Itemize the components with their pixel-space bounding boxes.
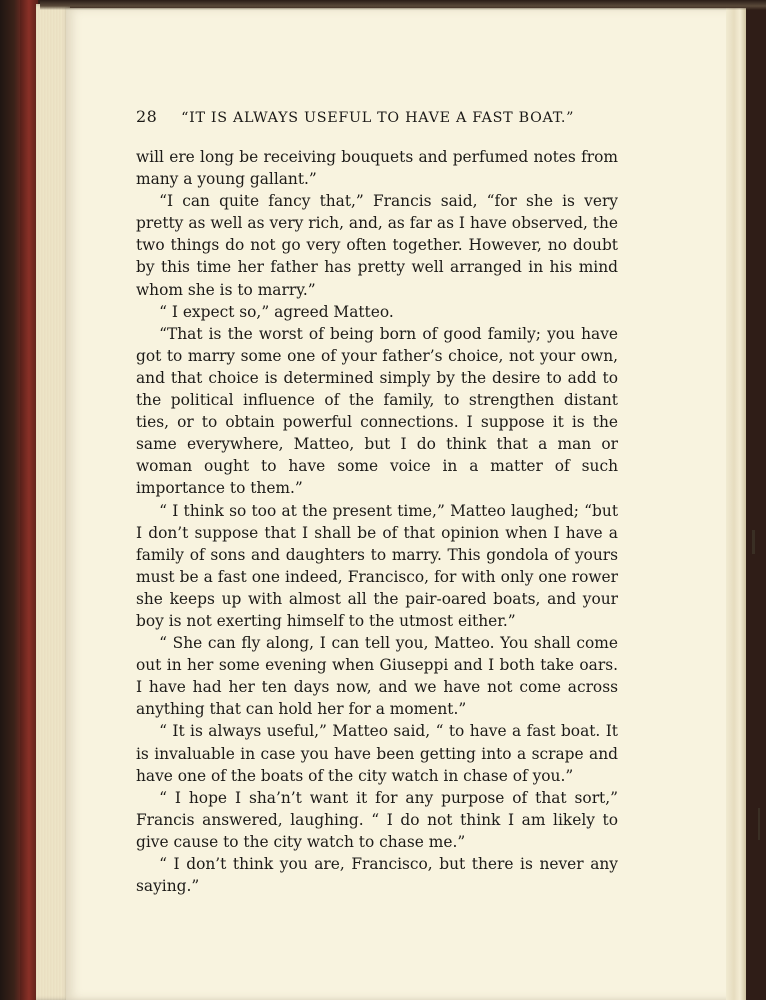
scan-top-shadow [40, 0, 766, 10]
page-right-edge [726, 8, 746, 1000]
paragraph: “ I expect so,” agreed Matteo. [159, 302, 394, 321]
paragraph: “ I don’t think you are, Francisco, but there is never any saying.” [136, 855, 618, 896]
paragraph: “ It is always useful,” Matteo said, “ to have a fast boat. It is invaluable in case you have been getting into a scrape and have one of the boats of the city watch in chase of you.” [136, 722, 618, 785]
page-stack-edge [36, 4, 70, 1000]
paragraph: “ I hope I sha’n’t want it for any purpose of that sort,” Francis answered, laughing. “ I do not think I am likely to give cause to the city watch to chase me.” [136, 788, 618, 851]
paragraph: “ I think so too at the present time,” Matteo laughed; “but I don’t suppose that I shall be of that opinion when I have a family of sons and daughters to marry. This gondola of yours must be a fast one indeed, Francisco, for with only one rower she keeps up with almost all the pair-oared boats, and your boy is not exerting himself to the utmost either.” [136, 501, 618, 630]
margin-mark [752, 530, 755, 554]
paragraph: will ere long be receiving bouquets and perfumed notes from many a young gallant.” [136, 148, 618, 189]
running-head [136, 107, 656, 126]
body-text [136, 146, 618, 897]
paragraph: “That is the worst of being born of good family; you have got to marry some one of your father’s choice, not your own, and that choice is determined simply by the desire to add to the political influence of the family, to strengthen distant ties, or to obtain powerful connections. I suppose it is the same everywhere, Matteo, but I do think that a man or woman ought to have some voice in a matter of such importance to them.” [136, 324, 618, 498]
running-title: “IT IS ALWAYS USEFUL TO HAVE A FAST BOAT.” [181, 110, 575, 126]
paragraph: “ She can fly along, I can tell you, Matteo. You shall come out in her some evening when Giuseppi and I both take oars. I have had her ten days now, and we have not come across anything that can hold her for a moment.” [136, 634, 618, 719]
page-number: 28 [136, 107, 158, 126]
paragraph: “I can quite fancy that,” Francis said, “for she is very pretty as well as very rich, and, as far as I have observed, the two things do not go very often together. However, no doubt by this time her father has pretty well arranged in his mind whom she is to marry.” [136, 192, 618, 299]
margin-mark [758, 808, 760, 840]
